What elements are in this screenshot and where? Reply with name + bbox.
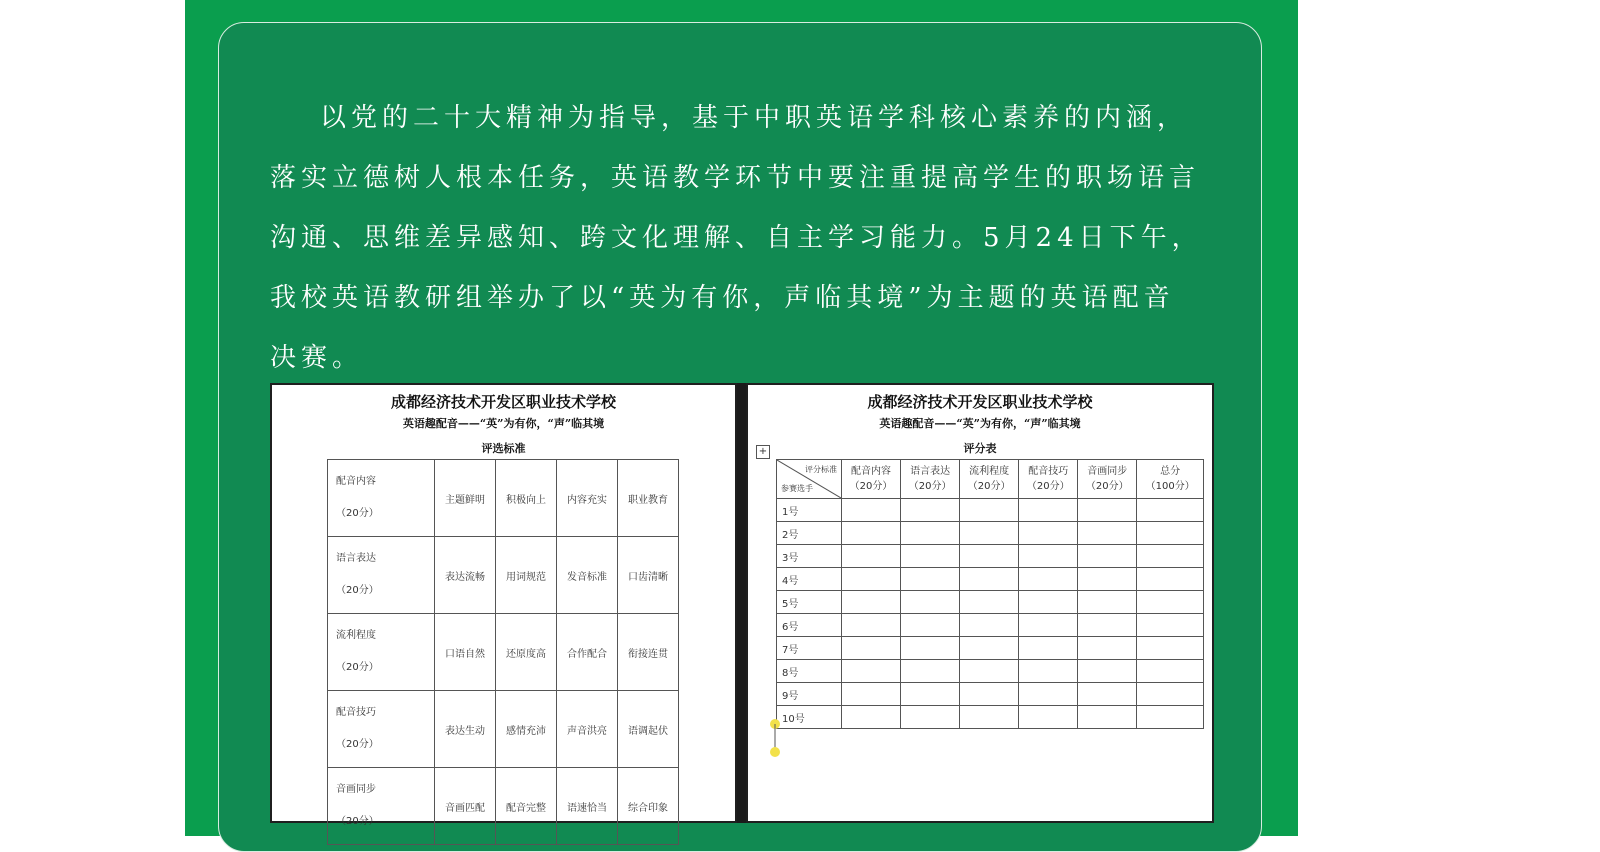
score-cell	[1078, 568, 1137, 591]
contestant-number: 8号	[777, 660, 842, 683]
category-name: 音画同步	[336, 784, 376, 795]
score-cell	[1137, 522, 1204, 545]
column-name: 语言表达	[910, 466, 951, 477]
score-cell	[842, 591, 901, 614]
score-cell	[960, 706, 1019, 729]
criteria-item: 职业教育	[618, 460, 679, 537]
criteria-item: 积极向上	[496, 460, 557, 537]
score-cell	[901, 522, 960, 545]
paragraph-line: 以党的二十大精神为指导，基于中职英语学科核心素养的内涵，	[320, 103, 1189, 133]
category-points: （20分）	[336, 662, 379, 673]
score-cell	[1019, 683, 1078, 706]
score-cell	[1137, 614, 1204, 637]
category-name: 配音内容	[336, 476, 376, 487]
criteria-item: 合作配合	[557, 614, 618, 691]
category-name: 配音技巧	[336, 707, 376, 718]
score-table	[776, 459, 1204, 729]
score-cell	[960, 614, 1019, 637]
category-name: 语言表达	[336, 553, 376, 564]
score-cell	[1137, 660, 1204, 683]
score-cell	[1078, 499, 1137, 522]
contestant-row	[777, 545, 1204, 568]
score-cell	[901, 499, 960, 522]
score-cell	[1078, 522, 1137, 545]
score-cell	[960, 683, 1019, 706]
score-cell	[1137, 637, 1204, 660]
criteria-item: 表达生动	[435, 691, 496, 768]
column-name: 流利程度	[969, 466, 1010, 477]
column-points: （100分）	[1145, 481, 1195, 492]
score-cell	[1137, 706, 1204, 729]
score-cell	[1078, 545, 1137, 568]
contestant-row	[777, 683, 1204, 706]
paragraph-line: 沟通、思维差异感知、跨文化理解、自主学习能力。5月24日下午，	[270, 223, 1203, 253]
criteria-item: 主题鲜明	[435, 460, 496, 537]
contestant-row	[777, 637, 1204, 660]
criteria-item: 表达流畅	[435, 537, 496, 614]
criteria-document-image	[270, 383, 737, 827]
score-cell	[1078, 591, 1137, 614]
column-points: （20分）	[908, 481, 952, 492]
score-cell	[842, 522, 901, 545]
contestant-number: 10号	[777, 706, 842, 729]
contestant-number: 6号	[777, 614, 842, 637]
score-cell	[842, 706, 901, 729]
score-cell	[1019, 660, 1078, 683]
criteria-category	[328, 691, 435, 768]
score-cell	[960, 568, 1019, 591]
criteria-item: 配音完整	[496, 768, 557, 845]
contestant-row	[777, 660, 1204, 683]
score-cell	[901, 568, 960, 591]
score-cell	[901, 614, 960, 637]
criteria-category	[328, 768, 435, 845]
category-points: （20分）	[336, 508, 379, 519]
criteria-item: 语速恰当	[557, 768, 618, 845]
article-paragraph	[270, 88, 1210, 388]
contestant-number: 4号	[777, 568, 842, 591]
score-cell	[1078, 637, 1137, 660]
criteria-item: 衔接连贯	[618, 614, 679, 691]
score-cell	[960, 522, 1019, 545]
score-cell	[1078, 683, 1137, 706]
contestant-row	[777, 706, 1204, 729]
score-cell	[1137, 499, 1204, 522]
criteria-row	[328, 460, 679, 537]
contestant-row	[777, 568, 1204, 591]
score-cell	[842, 683, 901, 706]
paragraph-line: 我校英语教研组举办了以“英为有你，声临其境”为主题的英语配音	[270, 283, 1175, 313]
criteria-category	[328, 537, 435, 614]
score-cell	[901, 683, 960, 706]
contestant-number: 1号	[777, 499, 842, 522]
contestant-row	[777, 499, 1204, 522]
table-move-icon: +	[756, 445, 770, 459]
score-cell	[901, 706, 960, 729]
score-cell	[901, 545, 960, 568]
score-cell	[1019, 522, 1078, 545]
cursor-marker-icon	[768, 718, 782, 758]
score-cell	[1078, 706, 1137, 729]
criteria-row	[328, 614, 679, 691]
score-cell	[842, 545, 901, 568]
score-heading: 评分表	[963, 442, 997, 455]
score-cell	[842, 568, 901, 591]
criteria-row	[328, 768, 679, 845]
contestant-number: 3号	[777, 545, 842, 568]
criteria-item: 用词规范	[496, 537, 557, 614]
category-name: 流利程度	[336, 630, 376, 641]
paragraph-line: 落实立德树人根本任务，英语教学环节中要注重提高学生的职场语言	[270, 163, 1201, 193]
score-cell	[1019, 637, 1078, 660]
score-cell	[901, 660, 960, 683]
score-cell	[960, 499, 1019, 522]
criteria-row	[328, 537, 679, 614]
score-cell	[901, 637, 960, 660]
image-divider	[737, 383, 746, 823]
score-cell	[1137, 545, 1204, 568]
score-column-header	[901, 460, 960, 499]
score-cell	[1078, 660, 1137, 683]
event-subtitle: 英语趣配音——“英”为有你，“声”临其境	[879, 417, 1081, 430]
score-sheet-document-image	[746, 383, 1214, 823]
score-cell	[842, 614, 901, 637]
column-points: （20分）	[849, 481, 893, 492]
column-points: （20分）	[1026, 481, 1070, 492]
criteria-item: 音画匹配	[435, 768, 496, 845]
score-cell	[960, 637, 1019, 660]
score-cell	[842, 637, 901, 660]
criteria-item: 发音标准	[557, 537, 618, 614]
criteria-table	[327, 459, 679, 845]
score-cell	[1078, 614, 1137, 637]
column-points: （20分）	[967, 481, 1011, 492]
contestant-number: 9号	[777, 683, 842, 706]
column-name: 总分	[1160, 466, 1181, 477]
contestant-number: 5号	[777, 591, 842, 614]
score-cell	[1019, 706, 1078, 729]
score-cell	[842, 499, 901, 522]
score-cell	[842, 660, 901, 683]
criteria-category	[328, 460, 435, 537]
score-column-header	[1078, 460, 1137, 499]
criteria-item: 口语自然	[435, 614, 496, 691]
column-points: （20分）	[1085, 481, 1129, 492]
criteria-item: 还原度高	[496, 614, 557, 691]
score-column-header	[960, 460, 1019, 499]
paragraph-line: 决赛。	[270, 343, 364, 373]
score-column-header	[1137, 460, 1204, 499]
category-points: （20分）	[336, 739, 379, 750]
score-cell	[901, 591, 960, 614]
contestant-number: 7号	[777, 637, 842, 660]
score-column-header	[842, 460, 901, 499]
score-header-row	[777, 460, 1204, 499]
category-points: （20分）	[336, 816, 379, 827]
column-name: 音画同步	[1087, 466, 1128, 477]
contestant-row	[777, 522, 1204, 545]
school-title: 成都经济技术开发区职业技术学校	[390, 393, 616, 411]
criteria-item: 口齿清晰	[618, 537, 679, 614]
criteria-item: 综合印象	[618, 768, 679, 845]
criteria-item: 语调起伏	[618, 691, 679, 768]
score-cell	[1019, 614, 1078, 637]
score-cell	[1019, 568, 1078, 591]
column-name: 配音技巧	[1028, 466, 1069, 477]
score-column-header	[1019, 460, 1078, 499]
criteria-item: 内容充实	[557, 460, 618, 537]
criteria-category	[328, 614, 435, 691]
score-cell	[1019, 545, 1078, 568]
criteria-heading: 评选标准	[481, 442, 526, 455]
score-cell	[1019, 591, 1078, 614]
criteria-item: 感情充沛	[496, 691, 557, 768]
contestant-number: 2号	[777, 522, 842, 545]
contestant-row	[777, 591, 1204, 614]
score-cell	[960, 545, 1019, 568]
diag-top-label: 评分标准	[805, 465, 837, 474]
criteria-row	[328, 691, 679, 768]
score-cell	[1137, 683, 1204, 706]
column-name: 配音内容	[851, 466, 892, 477]
score-cell	[1019, 499, 1078, 522]
score-cell	[1137, 568, 1204, 591]
event-subtitle: 英语趣配音——“英”为有你，“声”临其境	[402, 417, 605, 430]
score-cell	[960, 591, 1019, 614]
diag-bottom-label: 参赛选手	[781, 484, 813, 493]
school-title: 成都经济技术开发区职业技术学校	[867, 393, 1093, 411]
category-points: （20分）	[336, 585, 379, 596]
score-cell	[960, 660, 1019, 683]
score-cell	[1137, 591, 1204, 614]
diagonal-header-cell	[777, 460, 842, 499]
criteria-item: 声音洪亮	[557, 691, 618, 768]
contestant-row	[777, 614, 1204, 637]
